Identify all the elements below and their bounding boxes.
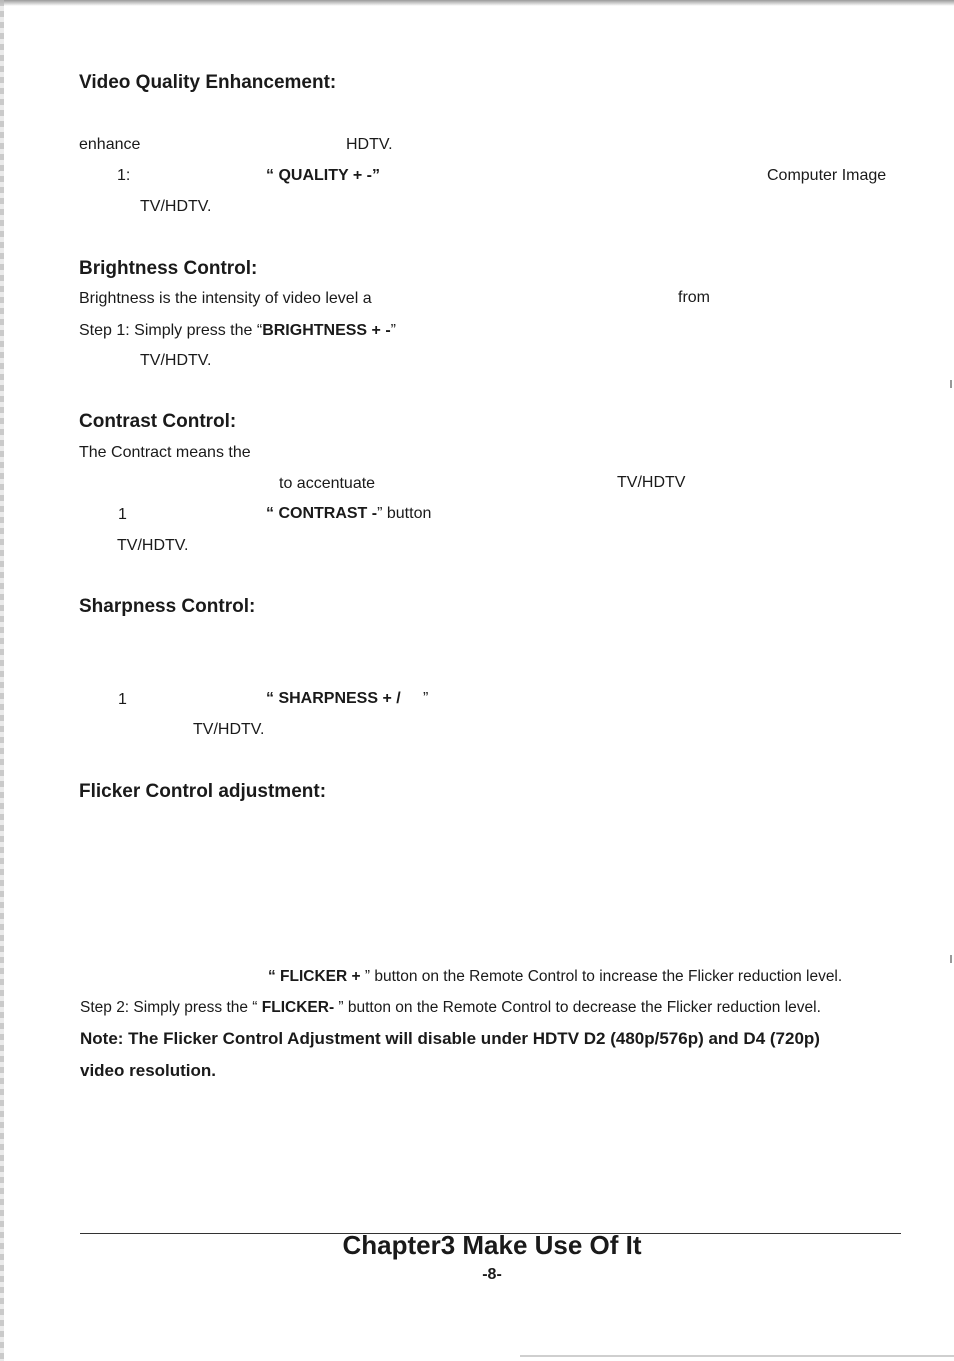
brightness-text: TV/HDTV. bbox=[140, 352, 212, 369]
video-quality-heading: Video Quality Enhancement: bbox=[79, 72, 337, 93]
flicker-note: video resolution. bbox=[80, 1061, 217, 1080]
flicker-step-1 bbox=[268, 967, 842, 987]
contrast-heading: Contrast Control: bbox=[79, 411, 237, 432]
contrast-text: TV/HDTV. bbox=[117, 537, 189, 554]
video-quality-text: HDTV. bbox=[346, 136, 393, 153]
contrast-text: to accentuate bbox=[279, 475, 376, 492]
brightness-step-text: ” bbox=[390, 322, 396, 339]
sharpness-button-line bbox=[266, 689, 428, 709]
scan-edge-left bbox=[0, 0, 4, 1361]
flicker-step-2 bbox=[80, 998, 821, 1018]
contrast-button-label: “ CONTRAST - bbox=[266, 505, 378, 522]
brightness-button-label: BRIGHTNESS + - bbox=[262, 322, 391, 339]
contrast-text: ” button bbox=[377, 505, 432, 522]
flicker-note: Note: The Flicker Control Adjustment will disable under HDTV D2 (480p/576p) and D4 (720p) bbox=[80, 1029, 820, 1048]
brightness-text: from bbox=[678, 289, 710, 306]
brightness-step-text: Step 1: Simply press the “ bbox=[79, 322, 263, 339]
scan-edge-top bbox=[0, 0, 954, 6]
video-quality-step: 1: bbox=[117, 167, 131, 184]
flicker-minus-button-label: FLICKER- bbox=[261, 999, 335, 1016]
contrast-step: 1 bbox=[118, 506, 127, 523]
video-quality-text: TV/HDTV. bbox=[140, 198, 212, 215]
flicker-text: ” button on the Remote Control to increase the Flicker reduction level. bbox=[360, 968, 843, 985]
sharpness-text: TV/HDTV. bbox=[193, 721, 265, 738]
page-number: -8- bbox=[482, 1266, 502, 1283]
chapter-title-text: Chapter3 Make Use Of It bbox=[342, 1230, 642, 1260]
sharpness-heading: Sharpness Control: bbox=[79, 596, 256, 617]
brightness-heading: Brightness Control: bbox=[79, 258, 258, 279]
video-quality-text: Computer Image bbox=[767, 167, 887, 184]
flicker-heading: Flicker Control adjustment: bbox=[79, 781, 327, 802]
sharpness-step: 1 bbox=[118, 691, 127, 708]
contrast-text: The Contract means the bbox=[79, 444, 251, 461]
quality-button-label: “ QUALITY + -” bbox=[266, 167, 380, 184]
chapter-title bbox=[0, 1229, 954, 1261]
scan-edge-bottom bbox=[520, 1355, 954, 1357]
contrast-button-line bbox=[266, 504, 431, 524]
brightness-text: Brightness is the intensity of video level a bbox=[79, 290, 372, 307]
brightness-step bbox=[79, 321, 396, 341]
sharpness-text: ” bbox=[422, 690, 429, 707]
sharpness-button-label: “ SHARPNESS + / bbox=[266, 690, 401, 707]
scan-mark bbox=[950, 380, 952, 388]
flicker-text: ” button on the Remote Control to decrease the Flicker reduction level. bbox=[334, 999, 821, 1016]
video-quality-text: enhance bbox=[79, 136, 141, 153]
scan-mark bbox=[950, 955, 952, 963]
flicker-text: Step 2: Simply press the “ bbox=[80, 999, 262, 1016]
flicker-plus-button-label: “ FLICKER + bbox=[268, 968, 361, 985]
contrast-text: TV/HDTV bbox=[617, 474, 686, 491]
